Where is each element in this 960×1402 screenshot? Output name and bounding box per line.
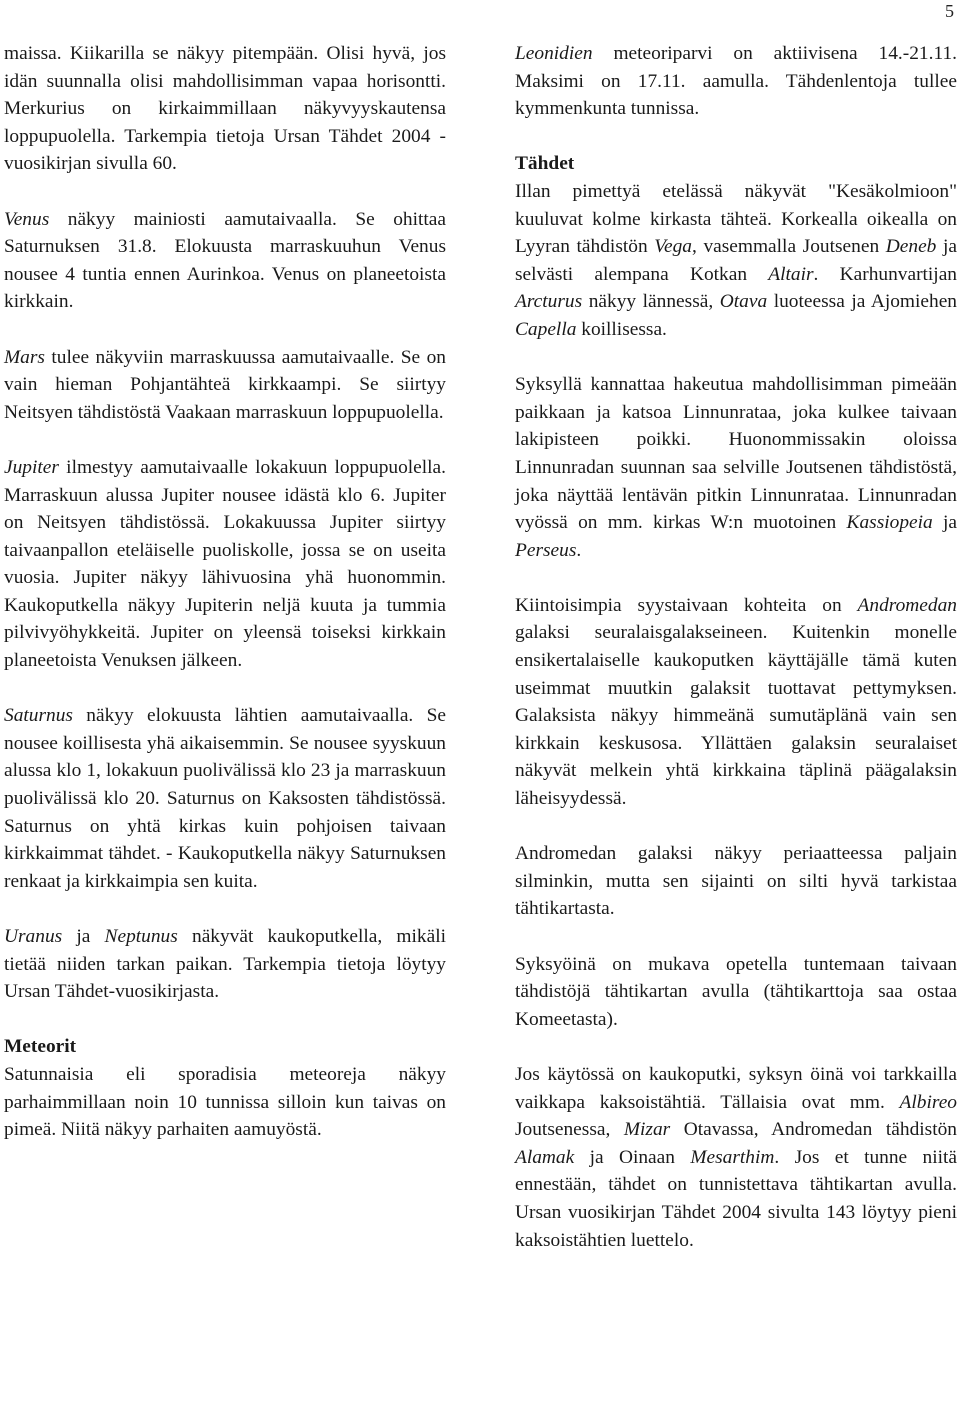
italic-term: Vega [654,236,692,258]
italic-term: Mizar [623,1119,671,1141]
text-run: Kiintoisimpia syystaivaan kohteita on [515,594,858,616]
paragraph [515,371,957,564]
italic-term: Venus [4,208,50,230]
text-run: . Jos et tunne niitä ennestään, tähdet on tunnistettava tähtikartan avulla. Ursan vuosikirjan Tähdet 2004 sivulta 143 löytyy pieni kaksoistähtien luettelo. [515,1146,957,1251]
paragraph [515,40,957,123]
text-run: ja [62,926,105,947]
italic-term: Saturnus [4,705,73,727]
text-run: . Karhunvartijan [813,263,958,285]
paragraph [4,923,446,1006]
text-run: ja Oinaan [574,1146,691,1168]
italic-term: Alamak [515,1146,575,1168]
italic-term: Mesarthim [690,1146,775,1168]
text-run: , vasemmalla Joutsenen [691,236,886,258]
italic-term: Deneb [885,236,937,258]
text-run: . [576,539,582,561]
text-run: ilmestyy aamutaivaalle lokakuun loppupuolella. Marraskuun alussa Jupiter nousee idästä klo 6. Jupiter on Neitsyen tähdistössä. Lokakuussa Jupiter siirtyy taivaanpallon eteläiselle puoliskolle, jossa se on useita vuosia. Jupiter näkyy lähivuosina yhä huonommin. Kaukoputkella näkyy Jupiterin neljä kuuta ja tummia pilvivyöhykkeitä. Jupiter on yleensä toiseksi kirkkain planeetoista Venuksen jälkeen. [4,456,446,672]
text-run: ja [932,512,957,534]
text-run: Joutsenessa, [515,1119,624,1141]
italic-term: Perseus [515,539,577,561]
paragraph [4,40,446,178]
page-number: 5 [945,1,954,21]
text-run: Syksyllä kannattaa hakeutua mahdollisimman pimeään paikkaan ja katsoa Linnunrataa, joka kulkee taivaan lakipisteen poikki. Huonommissakin oloissa Linnunradan suunnan saa selville Joutsenen tähdistöstä, joka näyttää lentävän pitkin Linnunrataa. Linnunradan vyössä on mm. kirkas W:n muotoinen [515,374,957,534]
text-run: näkyy elokuusta lähtien aamutaivaalla. Se nousee koillisesta yhä aikaisemmin. Se nousee syyskuun alussa klo 1, lokakuun puolivälissä klo 23 ja marraskuun puolivälissä klo 20. Saturnus on Kaksosten tähdistössä. Saturnus on yhtä kirkas kuin pohjoisen taivaan kirkkaimmat tähdet. - Kaukoputkella näkyy Saturnuksen renkaat ja kirkkaimpia sen kuita. [4,705,446,892]
italic-term: Arcturus [515,291,583,313]
text-run: näkyy lännessä, [582,291,720,313]
text-run: koillisessa. [576,318,667,340]
italic-term: Altair [768,263,814,285]
section-heading: Meteorit [4,1036,77,1058]
text-run: luoteessa ja Ajomiehen [767,291,957,313]
italic-term: Albireo [899,1091,957,1113]
text-run: Satunnaisia eli sporadisia meteoreja näkyy parhaimmillaan noin 10 tunnissa silloin kun taivas on pimeä. Niitä näkyy parhaiten aamuyöstä. [4,1063,446,1141]
section-heading: Tähdet [515,153,575,175]
paragraph [4,454,446,675]
paragraph [4,1033,446,1143]
italic-term: Uranus [4,926,63,947]
italic-term: Mars [4,346,45,368]
text-run: maissa. Kiikarilla se näkyy pitempään. Olisi hyvä, jos idän suunnalla olisi mahdollisimman vapaa horisontti. Merkurius on kirkaimmillaan näkyvyyskautensa loppupuolella. Tarkempia tietoja Ursan Tähdet 2004 -vuosikirjan sivulla 60. [4,43,446,175]
paragraph [4,344,446,427]
italic-term: Neptunus [104,926,178,947]
italic-term: Leonidien [515,43,593,64]
paragraph [4,702,446,895]
text-run: Andromedan galaksi näkyy periaatteessa paljain silminkin, mutta sen sijainti on silti hyvä tarkistaa tähtikartasta. [515,843,957,920]
text-run: näkyvät kaukoputkella, mikäli tietää niiden tarkan paikan. Tarkempia tietoja löytyy Ursan Tähdet-vuosikirjasta. [4,926,446,1003]
italic-term: Andromedan [857,594,957,616]
text-run: Illan pimettyä etelässä näkyvät "Kesäkolmioon" kuuluvat kolme kirkasta tähteä. Korkealla oikealla on Lyyran tähdistön [515,180,957,258]
text-run: Otavassa, Andromedan tähdistön [670,1119,957,1141]
text-run: galaksi seuralaisgalakseineen. Kuitenkin monelle ensikertalaiselle kaukoputken käyttäjälle tämä kuten useimmat muutkin galaksit tuottavat pettymyksen. Galaksista näkyy himmeänä sumutäplänä vain sen kirkkain keskusosa. Yllättäen galaksin seuralaiset näkyvät melkein yhtä kirkkaina täplinä päägalaksin läheisyydessä. [515,622,957,810]
italic-term: Kassiopeia [846,512,933,534]
paragraph [515,150,957,343]
left-column [4,40,446,1144]
paragraph [515,592,957,813]
text-run: meteoriparvi on aktiivisena 14.-21.11. Maksimi on 17.11. aamulla. Tähdenlentoja tullee kymmenkunta tunnissa. [515,43,957,120]
paragraph [4,206,446,316]
italic-term: Otava [719,291,768,313]
text-run: Jos käytössä on kaukoputki, syksyn öinä voi tarkkailla vaikkapa kaksoistähtiä. Tällaisia ovat mm. [515,1063,957,1113]
text-run: tulee näkyviin marraskuussa aamutaivaalle. Se on vain hieman Pohjantähteä kirkkaampi. Se siirtyy Neitsyen tähdistöstä Vaakaan marraskuun loppupuolella. [4,346,446,423]
text-run: näkyy mainiosti aamutaivaalla. Se ohittaa Saturnuksen 31.8. Elokuusta marraskuuhun Venus nousee 4 tuntia ennen Aurinkoa. Venus on planeetoista kirkkain. [4,208,446,313]
text-run: ja selvästi alempana Kotkan [515,236,957,285]
right-column [515,40,957,1254]
text-run: Syksyöinä on mukava opetella tuntemaan taivaan tähdistöjä tähtikartan avulla (tähtikarttoja saa ostaa Komeetasta). [515,953,957,1030]
paragraph [515,1061,957,1254]
paragraph [515,840,957,923]
paragraph [515,951,957,1034]
italic-term: Jupiter [4,456,59,478]
italic-term: Capella [515,318,577,340]
